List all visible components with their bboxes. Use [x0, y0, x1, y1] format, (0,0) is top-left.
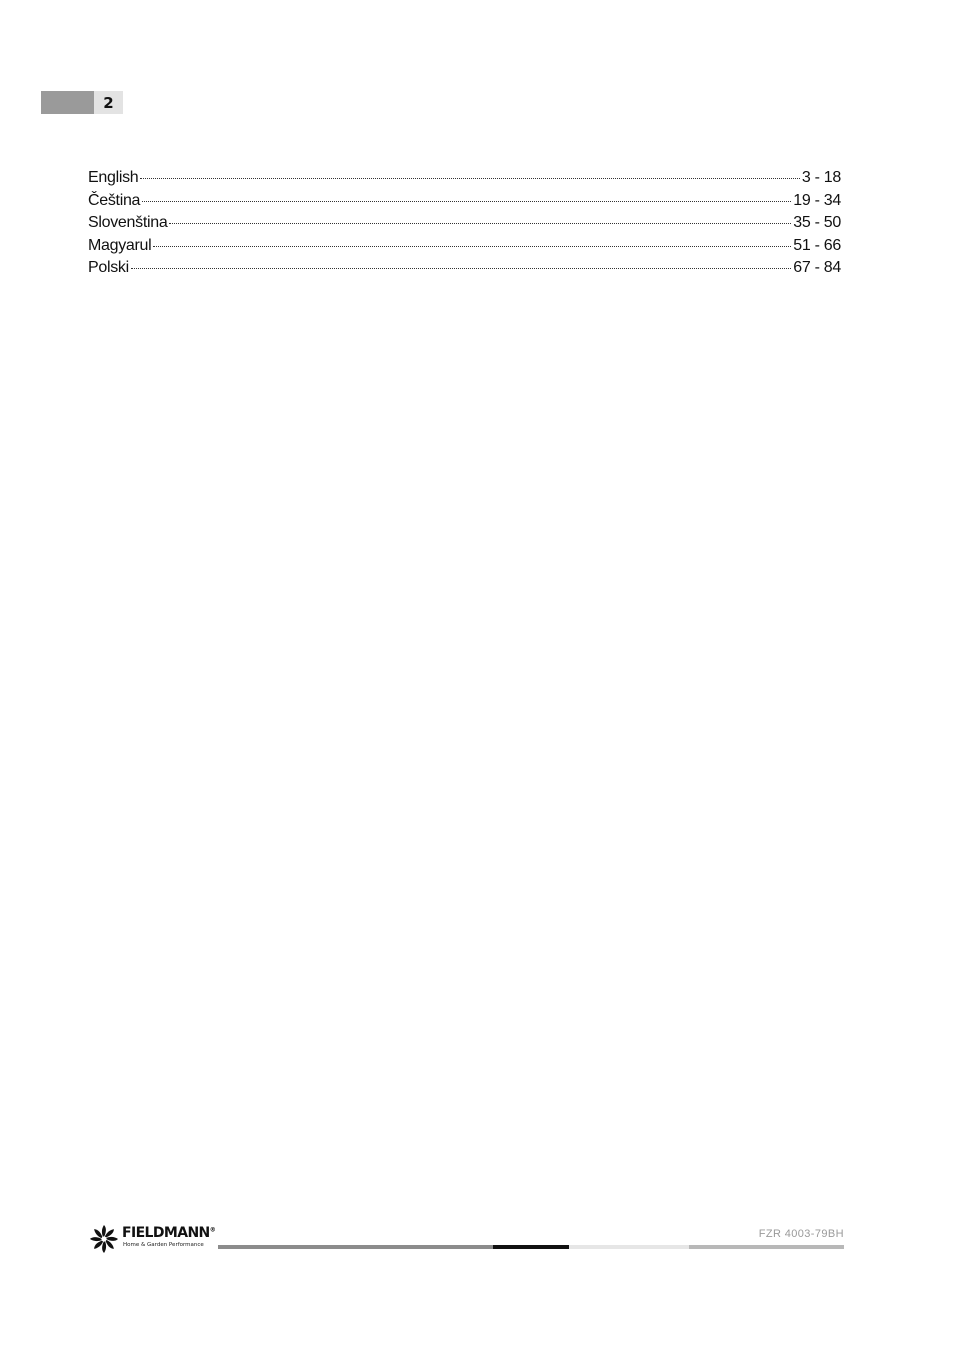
toc-page-range: 35 - 50	[793, 214, 841, 231]
toc-dot-leader	[142, 201, 791, 202]
toc-page-range: 19 - 34	[793, 191, 841, 209]
table-of-contents	[88, 169, 841, 282]
toc-language: English	[88, 169, 139, 186]
toc-entry-cestina[interactable]	[88, 192, 841, 215]
toc-dot-leader	[153, 246, 791, 247]
fieldmann-logo	[88, 1224, 218, 1254]
toc-language: Slovenština	[88, 214, 168, 231]
toc-entry-slovenstina[interactable]	[88, 214, 841, 237]
footer-line-black	[493, 1245, 569, 1249]
toc-page-range: 51 - 66	[793, 236, 841, 254]
page-tab-bar	[41, 91, 94, 114]
logo-brand-name: FIELDMANN®	[122, 1225, 216, 1241]
page-number: 2	[94, 91, 123, 114]
toc-entry-magyarul[interactable]	[88, 237, 841, 260]
toc-entry-english[interactable]	[88, 169, 841, 192]
toc-language: Magyarul	[88, 236, 152, 254]
toc-dot-leader	[140, 178, 799, 179]
footer-line-gray-end	[689, 1245, 844, 1249]
toc-page-range: 67 - 84	[793, 259, 841, 276]
footer-line-gray	[218, 1245, 493, 1249]
toc-language: Čeština	[88, 191, 141, 209]
logo-tagline: Home & Garden Performance	[123, 1242, 204, 1248]
footer-line-light	[569, 1245, 689, 1249]
toc-dot-leader	[169, 223, 791, 224]
toc-dot-leader	[131, 268, 791, 269]
pinwheel-icon	[88, 1224, 120, 1254]
toc-entry-polski[interactable]	[88, 259, 841, 282]
toc-page-range: 3 - 18	[801, 169, 841, 186]
page-number-tab	[41, 91, 123, 114]
toc-language: Polski	[88, 259, 129, 276]
model-code: FZR 4003-79BH	[758, 1228, 844, 1240]
